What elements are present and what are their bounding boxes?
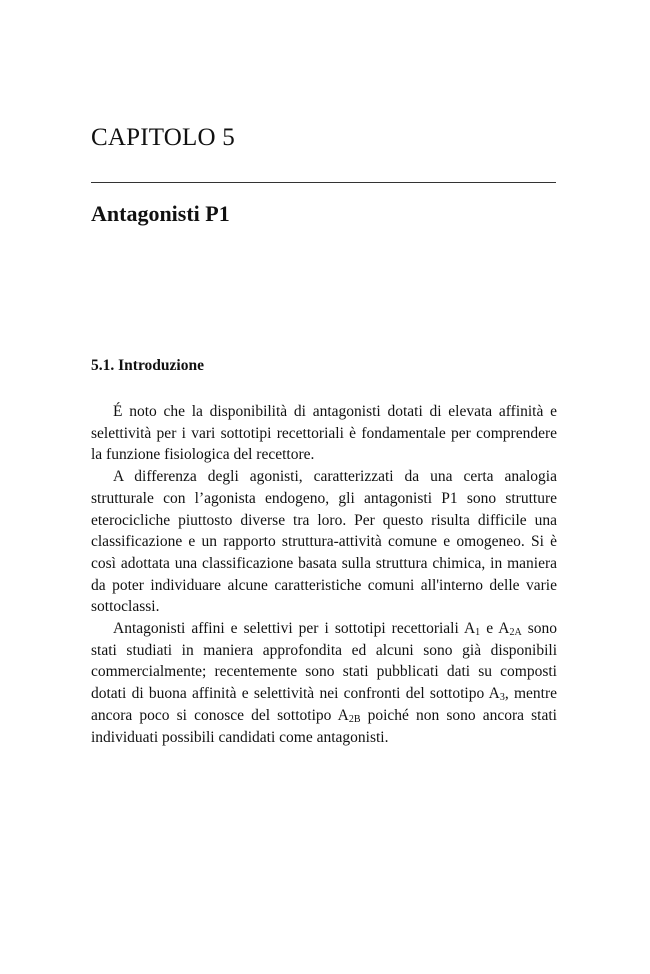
paragraph-3-text: , mentre ancora poco si conosce del sottotipo A [91,685,557,724]
chapter-title: Antagonisti P1 [91,201,230,226]
paragraph-3-text: sono stati studiati in maniera approfondita ed alcuni sono già disponibili commercialmente; recentemente sono stati pubblicati dati su composti dotati di buona affinità e selettività nei confronti del sottotipo A [91,620,557,703]
section-heading: 5.1. Introduzione [91,357,204,374]
paragraph-3-text: poiché non sono ancora stati individuati possibili candidati come antagonisti. [91,706,557,746]
paragraph-2: A differenza degli agonisti, caratterizzati da una certa analogia strutturale con l’agonista endogeno, gli antagonisti P1 sono strutture eterocicliche piuttosto diverse tra loro. Per questo risulta difficile una classificazione e un rapporto struttura-attività comune e omogeneo. Si è così adottata una classificazione basata sulla struttura chimica, in maniera da poter individuare alcune caratteristiche comuni all'interno delle varie sottoclassi. [91,468,557,616]
paragraph-3 [91,618,557,748]
subscript-a1: 1 [475,627,481,639]
subscript-a2b: 2B [348,713,361,725]
chapter-divider [91,182,556,183]
chapter-label: CAPITOLO 5 [91,124,235,151]
subscript-a2a: 2A [509,627,522,639]
subscript-a3: 3 [499,692,505,704]
paragraph-3-text: e A [480,620,510,638]
section-body [91,401,557,748]
paragraph-1: É noto che la disponibilità di antagonisti dotati di elevata affinità e selettività per i vari sottotipi recettoriali è fondamentale per comprendere la funzione fisiologica del recettore. [91,403,557,464]
paragraph-3-text: Antagonisti affini e selettivi per i sottotipi recettoriali A [113,620,476,638]
